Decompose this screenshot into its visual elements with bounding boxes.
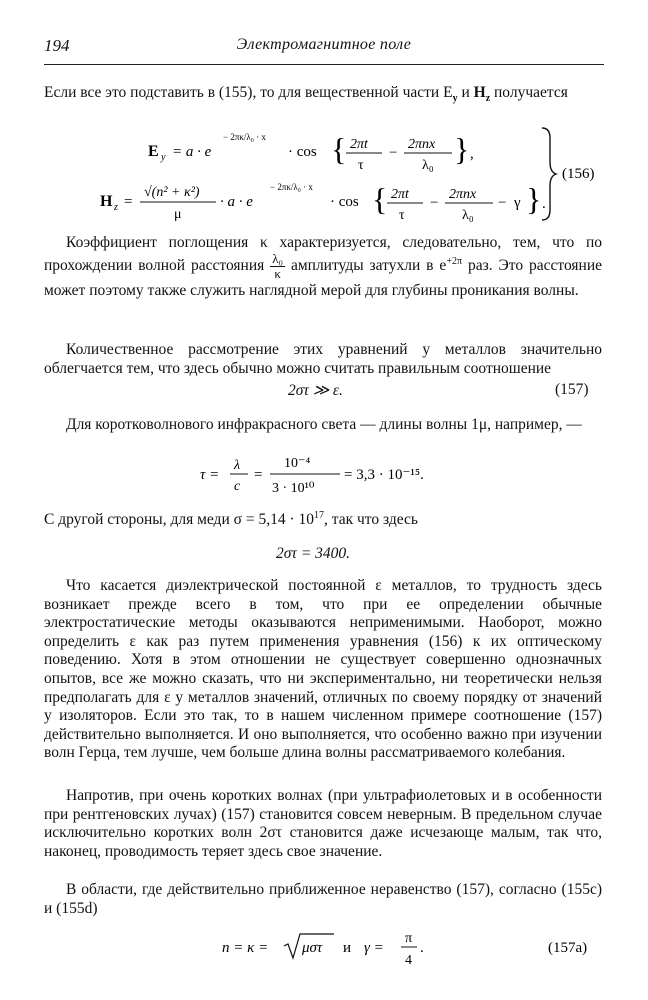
- eq-exponent: − 2πκ/λ₀ · x: [223, 132, 266, 142]
- paragraph-quantitative: [44, 341, 602, 378]
- paragraph-text: раз. Это расстояние может поэтому также служить наглядной мерой для глубины проникания волны.: [44, 257, 603, 299]
- sqrt-arg: μστ: [302, 940, 323, 956]
- frac-den: c: [234, 479, 241, 494]
- frac-num: 2πnx: [449, 187, 477, 202]
- paragraph-text: Что касается диэлектрической постоянной ε металлов, то трудность здесь возникает прежде всего в том, что при ее определении обычные электростатические методы оказываются неприменимыми. Наоборот, можно определить ε как раз путем применения уравнения (156) к их оптическому поведению. Хотя в этом отношении не существует совершенно однозначных опытов, все же можно сказать, что ни экспериментально, ни теоретически нельзя предполагать для ε у металлов значений, отличных по своему порядку от значений у изоляторов. Если это так, то в нашем численном примере соотношение (157) действительно выполняется. И оно выполняется, что особенно важно при изучении волн Герца, тем лучше, чем больше длина волны рассматриваемого колебания.: [44, 577, 602, 762]
- eq-lhs: n = κ =: [222, 940, 269, 956]
- subscript: z: [485, 93, 491, 105]
- exponent: +2π: [446, 255, 463, 267]
- paragraph-text: Напротив, при очень коротких волнах (при ультрафиолетовых и в особенности при рентгеновских лучах) (157) становится совсем неверным. В предельном случае исключительно коротких волн 2στ становится даже исчезающе малым, так что, наконец, проводимость теряет здесь свое значение.: [44, 787, 602, 860]
- frac-num: λ₀: [272, 251, 284, 266]
- frac-num: 2πt: [350, 137, 368, 152]
- paragraph-text: Если все это подставить в (155), то для вещественной части E: [44, 84, 453, 101]
- minus: −: [498, 195, 507, 211]
- conjunction: и: [457, 84, 474, 101]
- brace-left: {: [372, 181, 388, 217]
- paragraph-text: В области, где действительно приближенное неравенство (157), согласно (155c) и (155d): [44, 881, 602, 917]
- equation-number: (157): [555, 381, 589, 398]
- frac-den: 3 · 10¹⁰: [272, 481, 315, 496]
- equation-156: [90, 122, 600, 226]
- frac-num: 2πt: [391, 187, 409, 202]
- frac-num: π: [405, 931, 413, 946]
- conjunction: и: [343, 940, 352, 956]
- frac-den: 4: [405, 953, 412, 968]
- eq-rhs: = 3,3 · 10⁻¹⁵.: [344, 467, 424, 483]
- paragraph-dielectric: [44, 577, 602, 763]
- page-header: [44, 36, 604, 60]
- comma: ,: [470, 146, 474, 162]
- equals: =: [254, 467, 263, 483]
- paragraph-text: Количественное рассмотрение этих уравнений у металлов значительно облегчается тем, что здесь обычно можно считать правильным соотношение: [44, 341, 602, 377]
- eq-lhs: τ =: [200, 467, 220, 483]
- frac-num: 10⁻⁴: [284, 456, 311, 471]
- exponent: 17: [314, 509, 324, 521]
- equation-number: (156): [562, 166, 595, 182]
- frac-den: τ: [358, 158, 364, 173]
- period: .: [542, 196, 546, 212]
- equation-157a: [222, 924, 612, 978]
- brace-left: {: [331, 131, 347, 167]
- frac-num: λ: [234, 458, 241, 473]
- paragraph-intro: [44, 84, 602, 103]
- brace-right: }: [454, 131, 470, 167]
- inline-fraction: [270, 252, 285, 281]
- paragraph-short-waves: [44, 787, 602, 861]
- brace-right: }: [526, 181, 542, 217]
- frac-den: μ: [174, 207, 182, 222]
- paragraph-infrared: [44, 416, 602, 435]
- equation-tau: [200, 452, 480, 500]
- eq-exponent: − 2πκ/λ₀ · x: [270, 182, 313, 192]
- header-rule: [44, 64, 604, 65]
- paragraph-text: Для коротковолнового инфракрасного света — длины волны 1μ, например, —: [66, 416, 582, 433]
- paragraph-text: С другой стороны, для меди σ = 5,14 · 10: [44, 511, 314, 528]
- equation-157: 2στ ≫ ε.: [288, 382, 343, 399]
- frac-num: 2πnx: [408, 137, 436, 152]
- minus: −: [389, 145, 398, 161]
- paragraph-text: , так что здесь: [324, 511, 418, 528]
- eq-lhs-e: E: [148, 143, 159, 160]
- subscript: y: [452, 93, 458, 105]
- gamma: γ: [514, 195, 521, 211]
- gamma-lhs: γ =: [364, 940, 384, 956]
- symbol-h: H: [473, 84, 486, 101]
- equals: =: [124, 194, 133, 210]
- eq-cos: · cos: [288, 144, 317, 160]
- equation-number: (157a): [548, 940, 588, 956]
- equation-3400: 2στ = 3400.: [276, 545, 351, 562]
- paragraph-text: амплитуды затухли в e: [290, 257, 447, 275]
- frac-den: λ₀: [422, 158, 434, 173]
- page-number: 194: [44, 36, 70, 55]
- running-head: Электромагнитное поле: [236, 36, 412, 53]
- frac-den: τ: [399, 208, 405, 223]
- paragraph-copper: [44, 511, 602, 530]
- eq-cos: · cos: [330, 194, 359, 210]
- eq-lhs-h: H: [100, 193, 113, 210]
- paragraph-region: [44, 881, 602, 918]
- minus: −: [430, 195, 439, 211]
- period: .: [420, 940, 424, 956]
- frac-den: κ: [274, 266, 281, 281]
- paragraph-text: получается: [490, 84, 568, 101]
- eq-mid: · a · e: [220, 194, 253, 210]
- frac-num: √(n² + κ²): [144, 185, 200, 200]
- eq-lhs-sub: y: [161, 152, 166, 163]
- eq-lhs-sub: z: [114, 202, 118, 213]
- paragraph-text: Коэффициент поглощения κ характеризуется, следовательно, тем, что по прохождении волной расстояния: [44, 234, 602, 275]
- eq-mid: = a · e: [172, 144, 212, 160]
- frac-den: λ₀: [462, 208, 474, 223]
- paragraph-absorption: [44, 233, 602, 300]
